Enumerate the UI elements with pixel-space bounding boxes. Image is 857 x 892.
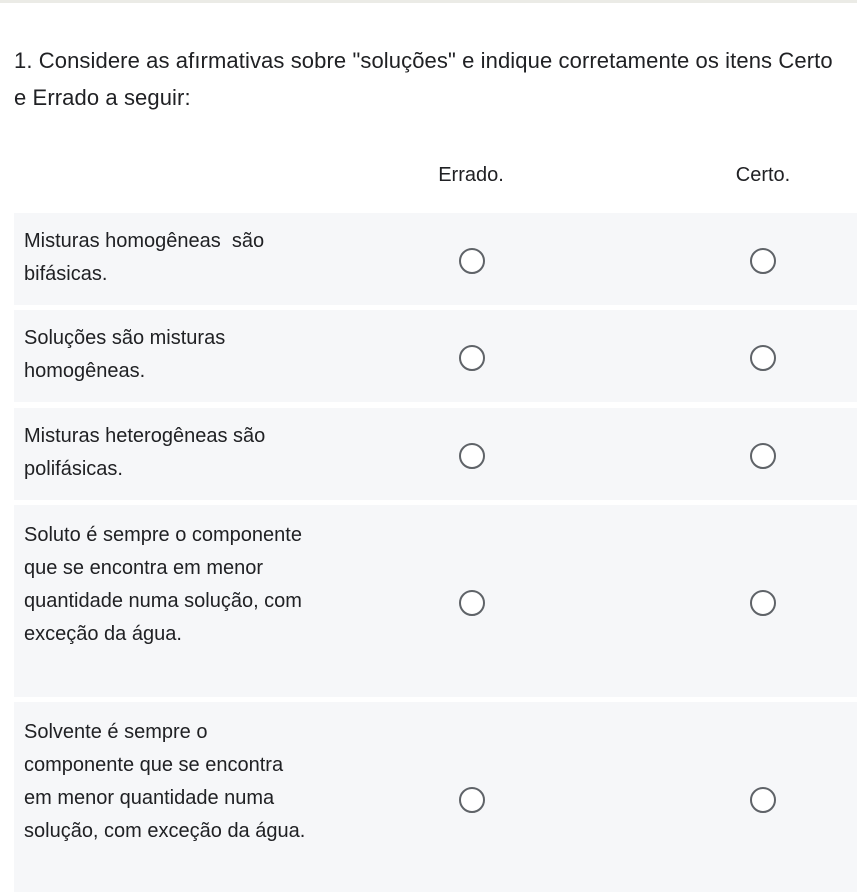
row-label: Misturas heterogêneas são polifásicas.	[24, 425, 271, 480]
top-divider	[0, 0, 857, 3]
grid-row-2	[14, 310, 857, 402]
radio-certo-row-5[interactable]	[750, 787, 776, 813]
column-header-errado: Errado.	[438, 164, 504, 186]
radio-certo-row-4[interactable]	[750, 590, 776, 616]
radio-certo-row-2[interactable]	[750, 345, 776, 371]
row-label: Soluções são misturas homogêneas.	[24, 327, 231, 382]
radio-certo-row-3[interactable]	[750, 443, 776, 469]
row-label: Soluto é sempre o componente que se encontra em menor quantidade numa solução, com exceção da água.	[24, 524, 308, 645]
question-title: 1. Considere as afırmativas sobre "soluções" e indique corretamente os itens Certo e Errado a seguir:	[14, 48, 833, 110]
radio-errado-row-4[interactable]	[459, 590, 485, 616]
grid-row-1	[14, 213, 857, 305]
radio-errado-row-2[interactable]	[459, 345, 485, 371]
radio-certo-row-1[interactable]	[750, 248, 776, 274]
radio-errado-row-1[interactable]	[459, 248, 485, 274]
column-header-certo: Certo.	[735, 164, 791, 186]
radio-errado-row-3[interactable]	[459, 443, 485, 469]
grid-row-5	[14, 702, 857, 892]
row-label: Solvente é sempre o componente que se encontra em menor quantidade numa solução, com exceção da água.	[24, 721, 306, 842]
grid-row-3	[14, 408, 857, 500]
radio-errado-row-5[interactable]	[459, 787, 485, 813]
row-label: Misturas homogêneas são bifásicas.	[24, 230, 270, 285]
grid-row-4	[14, 505, 857, 697]
